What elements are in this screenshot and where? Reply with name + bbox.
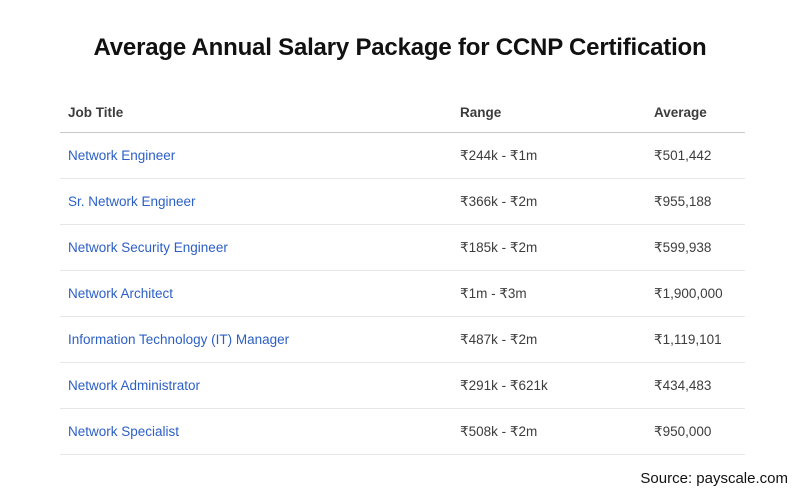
table-header-row — [60, 93, 745, 133]
range-cell: ₹185k - ₹2m — [460, 239, 538, 255]
job-title-link[interactable]: Network Engineer — [68, 147, 176, 163]
job-title-link[interactable]: Network Specialist — [68, 423, 180, 439]
table-row — [60, 317, 745, 363]
range-cell: ₹487k - ₹2m — [460, 331, 538, 347]
table-row — [60, 409, 745, 455]
average-cell: ₹434,483 — [654, 377, 712, 393]
table-body — [60, 133, 745, 455]
table-row — [60, 133, 745, 179]
job-title-link[interactable]: Network Security Engineer — [68, 239, 228, 255]
source-attribution: Source: payscale.com — [640, 470, 788, 487]
column-header-range: Range — [460, 105, 502, 120]
average-cell: ₹1,900,000 — [654, 285, 723, 301]
job-title-link[interactable]: Network Architect — [68, 285, 174, 301]
job-title-link[interactable]: Sr. Network Engineer — [68, 193, 196, 209]
range-cell: ₹366k - ₹2m — [460, 193, 538, 209]
salary-table-page — [0, 30, 800, 500]
range-cell: ₹508k - ₹2m — [460, 423, 538, 439]
range-cell: ₹1m - ₹3m — [460, 285, 527, 301]
table-row — [60, 225, 745, 271]
table-row — [60, 363, 745, 409]
table-row — [60, 179, 745, 225]
average-cell: ₹599,938 — [654, 239, 712, 255]
job-title-link[interactable]: Information Technology (IT) Manager — [68, 331, 290, 347]
page-title: Average Annual Salary Package for CCNP Certification — [93, 34, 707, 61]
average-cell: ₹1,119,101 — [654, 331, 722, 347]
range-cell: ₹291k - ₹621k — [460, 377, 548, 393]
column-header-job-title: Job Title — [68, 105, 124, 120]
range-cell: ₹244k - ₹1m — [460, 147, 538, 163]
job-title-link[interactable]: Network Administrator — [68, 377, 201, 393]
average-cell: ₹950,000 — [654, 423, 712, 439]
salary-table — [60, 93, 745, 455]
column-header-average: Average — [654, 105, 707, 120]
average-cell: ₹955,188 — [654, 193, 712, 209]
table-row — [60, 271, 745, 317]
average-cell: ₹501,442 — [654, 147, 712, 163]
